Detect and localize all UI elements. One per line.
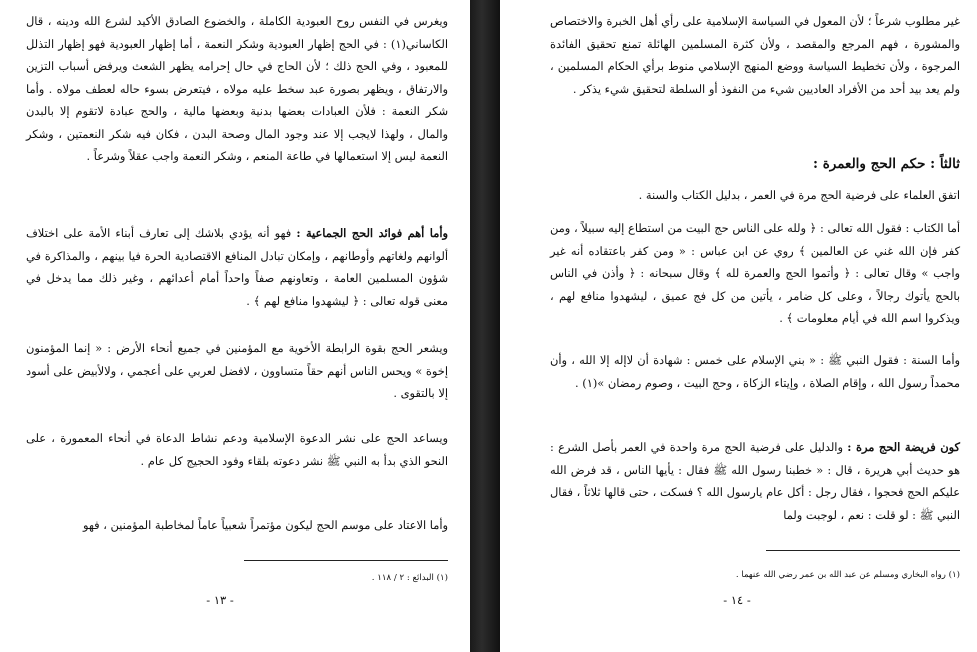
right-footnote: (١) رواه البخاري ومسلم عن عبد الله بن عمر رضي الله عنهما . <box>735 570 960 580</box>
right-paragraph-3-text: أما الكتاب : فقول الله تعالى : ﴿ ولله على الناس حج البيت من استطاع إليه سبيلاً ، ومن كفر فإن الله غني عن العالمين ﴾ روي عن ابن عباس : « ومن كفر باعتقاده أنه غير واجب » وقال تعالى : ﴿ وأتموا الحج والعمرة لله ﴾ وقال سبحانه : ﴿ وأذن في الناس بالحج يأتوك رجالاً ، وعلى كل ضامر ، يأتين من كل فج عميق ، ليشهدوا منافع لهم ، ويذكروا اسم الله في أيام معلومات ﴾ . <box>550 221 960 325</box>
left-paragraph-2 <box>26 222 448 312</box>
right-paragraph-4-text: وأما السنة : فقول النبي ﷺ : « بني الإسلام على خمس : شهادة أن لاإله إلا الله ، وأن محمداً رسول الله ، وإقام الصلاة ، وإيتاء الزكاة ، وحج البيت ، وصوم رمضان »(١) . <box>550 353 960 390</box>
right-paragraph-1 <box>550 10 960 100</box>
left-paragraph-1-text: ويغرس في النفس روح العبودية الكاملة ، والخضوع الصادق الأكيد لشرع الله ودينه ، قال الكاساني(١) : في الحج إظهار العبودية وشكر النعمة ، أما إظهار العبودية فهو إظهار التذلل للمعبود ، وفي الحج ذلك ؛ لأن الحاج في حال إحرامه يظهر الشعث ويرفض أسباب التزين والارتفاق ، ويظهر بصورة عبد سخط عليه مولاه ، فيتعرض بسوء حاله لعطف مولاه . وأما شكر النعمة : فلأن العبادات بعضها بدنية وبعضها مالية ، والحج عبادة لاتقوم إلا بالبدن والمال ، ولهذا لايجب إلا عند وجود المال وصحة البدن ، فكان فيه شكر النعمتين ، وشكر النعمة ليس إلا استعمالها في طاعة المنعم ، وشكر النعمة واجب عقلاً وشرعاً . <box>26 14 448 163</box>
footnote-rule-right <box>766 550 960 551</box>
left-paragraph-3-text: ويشعر الحج بقوة الرابطة الأخوية مع المؤمنين في جميع أنحاء الأرض : « إنما المؤمنون إخوة » ويحس الناس أنهم حقاً متساوون ، لافضل لعربي على أعجمي ، ولالأبيض على أسود إلا بالتقوى . <box>26 341 448 400</box>
left-page-number: - ١٣ - <box>206 593 234 607</box>
right-paragraph-1-text: غير مطلوب شرعاً ؛ لأن المعول في السياسة الإسلامية على رأي أهل الخبرة والاختصاص والمشورة ، فهم المرجع والمقصد ، ولأن كثرة المسلمين الهائلة تمنع تحقيق الفائدة المرجوة ، ولأن تخطيط السياسة ووضع المنهج الإسلامي منوط برأي الحكام المسلمين ، ولم يعد بيد أحد من الأفراد العاديين شيء من النفوذ أو السلطة لتحقيق شيء يذكر . <box>550 14 960 96</box>
left-paragraph-4 <box>26 427 448 472</box>
footnote-rule <box>244 560 448 561</box>
left-paragraph-2-lead: وأما أهم فوائد الحج الجماعية : <box>296 226 448 240</box>
left-page <box>0 0 470 652</box>
book-spine <box>470 0 500 652</box>
left-paragraph-2-text <box>26 222 448 312</box>
left-paragraph-5 <box>26 514 448 537</box>
right-paragraph-5-lead: كون فريضة الحج مرة : <box>847 440 960 454</box>
section-heading: ثالثاً : حكم الحج والعمرة : <box>813 156 960 172</box>
right-paragraph-4 <box>550 349 960 394</box>
right-page <box>500 0 977 652</box>
left-footnote: (١) البدائع : ٢ / ١١٨ . <box>371 573 448 583</box>
left-paragraph-5-text: وأما الاعتاد على موسم الحج ليكون مؤتمراً شعبياً عاماً لمخاطبة المؤمنين ، فهو <box>83 518 448 532</box>
right-paragraph-5 <box>550 436 960 526</box>
right-page-number: - ١٤ - <box>723 593 751 607</box>
left-paragraph-3 <box>26 337 448 405</box>
right-paragraph-5-text <box>550 436 960 526</box>
left-paragraph-1 <box>26 10 448 168</box>
right-paragraph-2-text: اتفق العلماء على فرضية الحج مرة في العمر ، بدليل الكتاب والسنة . <box>638 188 960 202</box>
right-paragraph-5-body: والدليل على فرضية الحج مرة واحدة في العمر بأصل الشرع : هو حديث أبي هريرة ، قال : « خطبنا رسول الله ﷺ فقال : يأيها الناس ، قد فرض الله عليكم الحج فحجوا ، فقال رجل : أكل عام يارسول الله ؟ فسكت ، حتى قالها ثلاثاً ، فقال النبي ﷺ : لو قلت : نعم ، لوجبت ولما <box>550 440 960 522</box>
left-paragraph-4-text: ويساعد الحج على نشر الدعوة الإسلامية ودعم نشاط الدعاة في أنحاء المعمورة ، على النحو الذي بدأ به النبي ﷺ نشر دعوته بلقاء وفود الحجيج كل عام . <box>26 431 448 468</box>
left-paragraph-2-body: فهو أنه يؤدي بلاشك إلى تعارف أبناء الأمة على اختلاف ألوانهم ولغاتهم وأوطانهم ، وإمكان تبادل المنافع الاقتصادية الحرة فيا بينهم ، والمذاكرة في شؤون المسلمين العامة ، وتعاونهم صفاً واحداً أمام أعدائهم ، وغير ذلك مما يدخل في معنى قوله تعالى : ﴿ ليشهدوا منافع لهم ﴾ . <box>26 226 448 308</box>
right-paragraph-3 <box>550 217 960 330</box>
right-paragraph-2 <box>550 184 960 207</box>
